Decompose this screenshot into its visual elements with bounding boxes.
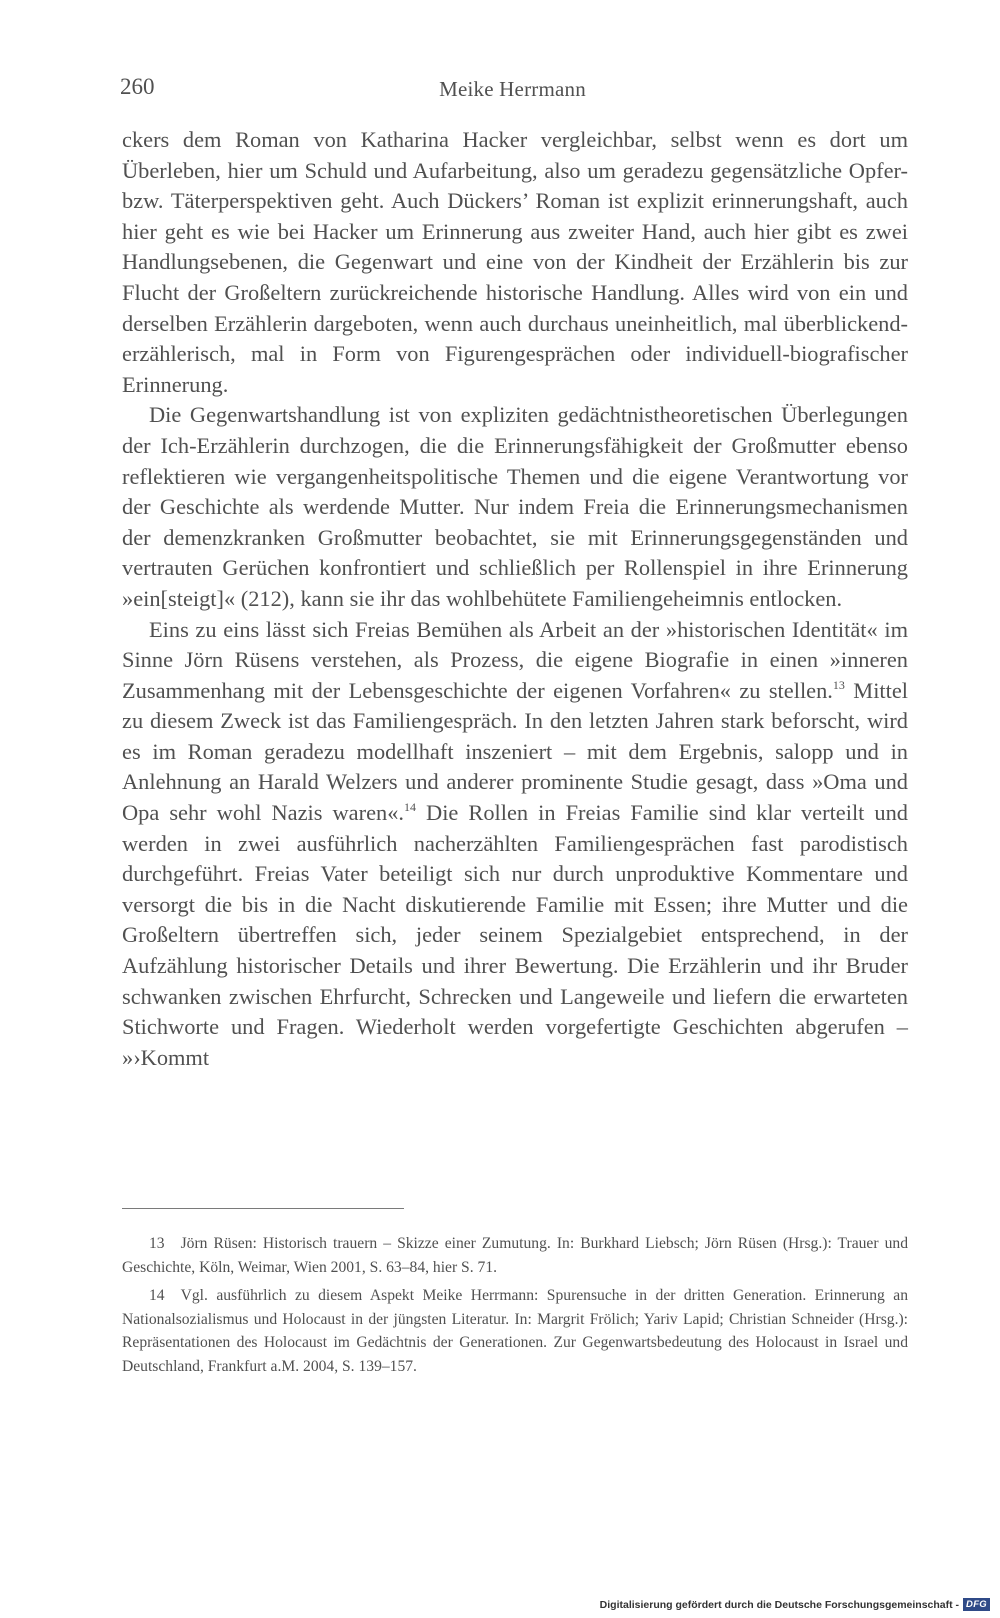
footnote-13 <box>122 1232 908 1279</box>
footnote-text: Jörn Rüsen: Historisch trauern – Skizze einer Zumutung. In: Burkhard Liebsch; Jörn Rüsen (Hrsg.): Trauer und Geschichte, Köln, Weimar, Wien 2001, S. 63–84, hier S. 71. <box>122 1235 908 1276</box>
digitization-credit <box>600 1598 990 1611</box>
footnote-14 <box>122 1284 908 1378</box>
footnote-ref-13[interactable]: 13 <box>832 677 845 692</box>
paragraph-3 <box>122 615 908 1074</box>
paragraph-2: Die Gegenwartshandlung ist von expliziten gedächtnistheoretischen Überlegungen der Ich-Erzählerin durchzogen, die die Erinnerungsfähigkeit der Großmutter ebenso reflektieren wie vergangenheitspolitische Themen und die eigene Verantwortung vor der Geschichte als werdende Mutter. Nur indem Freia die Erinnerungsmechanismen der demenzkranken Großmutter beobachtet, sie mit Erinnerungsgegenständen und vertrauten Gerüchen konfrontiert und schließlich per Rollenspiel in ihre Erinnerung »ein[steigt]« (212), kann sie ihr das wohlbehütete Familiengeheimnis entlocken. <box>122 402 908 611</box>
paragraph-3-part-b: Mittel zu diesem Zweck ist das Familiengespräch. In den letzten Jahren stark beforscht, wird es im Roman geradezu modellhaft inszeniert – mit dem Ergebnis, salopp und in Anlehnung an Harald Welzers und anderer prominente Studie gesagt, dass »Oma und Opa sehr wohl Nazis waren«. <box>122 677 909 826</box>
footnote-separator <box>122 1208 404 1209</box>
footnote-number: 14 <box>149 1287 165 1305</box>
running-head-author: Meike Herrmann <box>439 77 586 101</box>
paragraph-3-part-c: Die Rollen in Freias Familie sind klar verteilt und werden in zwei ausführlich nacherzählten Familiengesprächen fast parodistisch durchgeführt. Freias Vater beteiligt sich nur durch unproduktive Kommentare und versorgt die bis in die Nacht diskutierende Familie mit Essen; ihre Mutter und die Großeltern übertreffen sich, jeder seinem Spezialgebiet entsprechend, in der Aufzählung historischer Details und ihrer Bewertung. Die Erzählerin und ihr Bruder schwanken zwischen Ehrfurcht, Schrecken und Langeweile und liefern die erwarteten Stichworte und Fragen. Wiederholt werden vorgefertigte Geschichten abgerufen – »›Kommt <box>122 800 909 1070</box>
footnotes <box>122 1232 908 1384</box>
footnote-text: Vgl. ausführlich zu diesem Aspekt Meike Herrmann: Spurensuche in der dritten Generation. Erinnerung an Nationalsozialismus und Holocaust in der jüngsten Literatur. In: Margrit Frölich; Yariv Lapid; Christian Schneider (Hrsg.): Repräsentationen des Holocaust im Gedächtnis der Generationen. Zur Gegenwartsbedeutung des Holocaust in Israel und Deutschland, Frankfurt a.M. 2004, S. 139–157. <box>122 1287 908 1375</box>
page-number: 260 <box>120 74 155 99</box>
main-text <box>122 125 908 1073</box>
page-header <box>120 74 905 106</box>
footnote-ref-14[interactable]: 14 <box>404 800 416 815</box>
dfg-logo-icon: DFG <box>963 1598 990 1611</box>
paragraph-1: ckers dem Roman von Katharina Hacker vergleichbar, selbst wenn es dort um Überleben, hier um Schuld und Aufarbeitung, also um geradezu gegensätzliche Opfer- bzw. Täterperspektiven geht. Auch Dückers’ Roman ist explizit erinnerungshaft, auch hier geht es wie bei Hacker um Erinnerung aus zweiter Hand, auch hier gibt es zwei Handlungsebenen, die Gegenwart und eine von der Kindheit der Erzählerin bis zur Flucht der Großeltern zurückreichende historische Handlung. Alles wird von ein und derselben Erzählerin dargeboten, wenn auch durchaus uneinheitlich, mal überblickend-erzählerisch, mal in Form von Figurengesprächen oder individuell-biografischer Erinnerung. <box>122 127 908 397</box>
digitization-credit-text: Digitalisierung gefördert durch die Deutsche Forschungsgemeinschaft - <box>599 1598 960 1611</box>
footnote-number: 13 <box>149 1235 165 1252</box>
paragraph-3-part-a: Eins zu eins lässt sich Freias Bemühen als Arbeit an der »historischen Identität« im Sinne Jörn Rüsens verstehen, als Prozess, die eigene Biografie in einen »inneren Zusammenhang mit der Lebensgeschichte der eigenen Vorfahren« zu stellen. <box>122 616 908 703</box>
